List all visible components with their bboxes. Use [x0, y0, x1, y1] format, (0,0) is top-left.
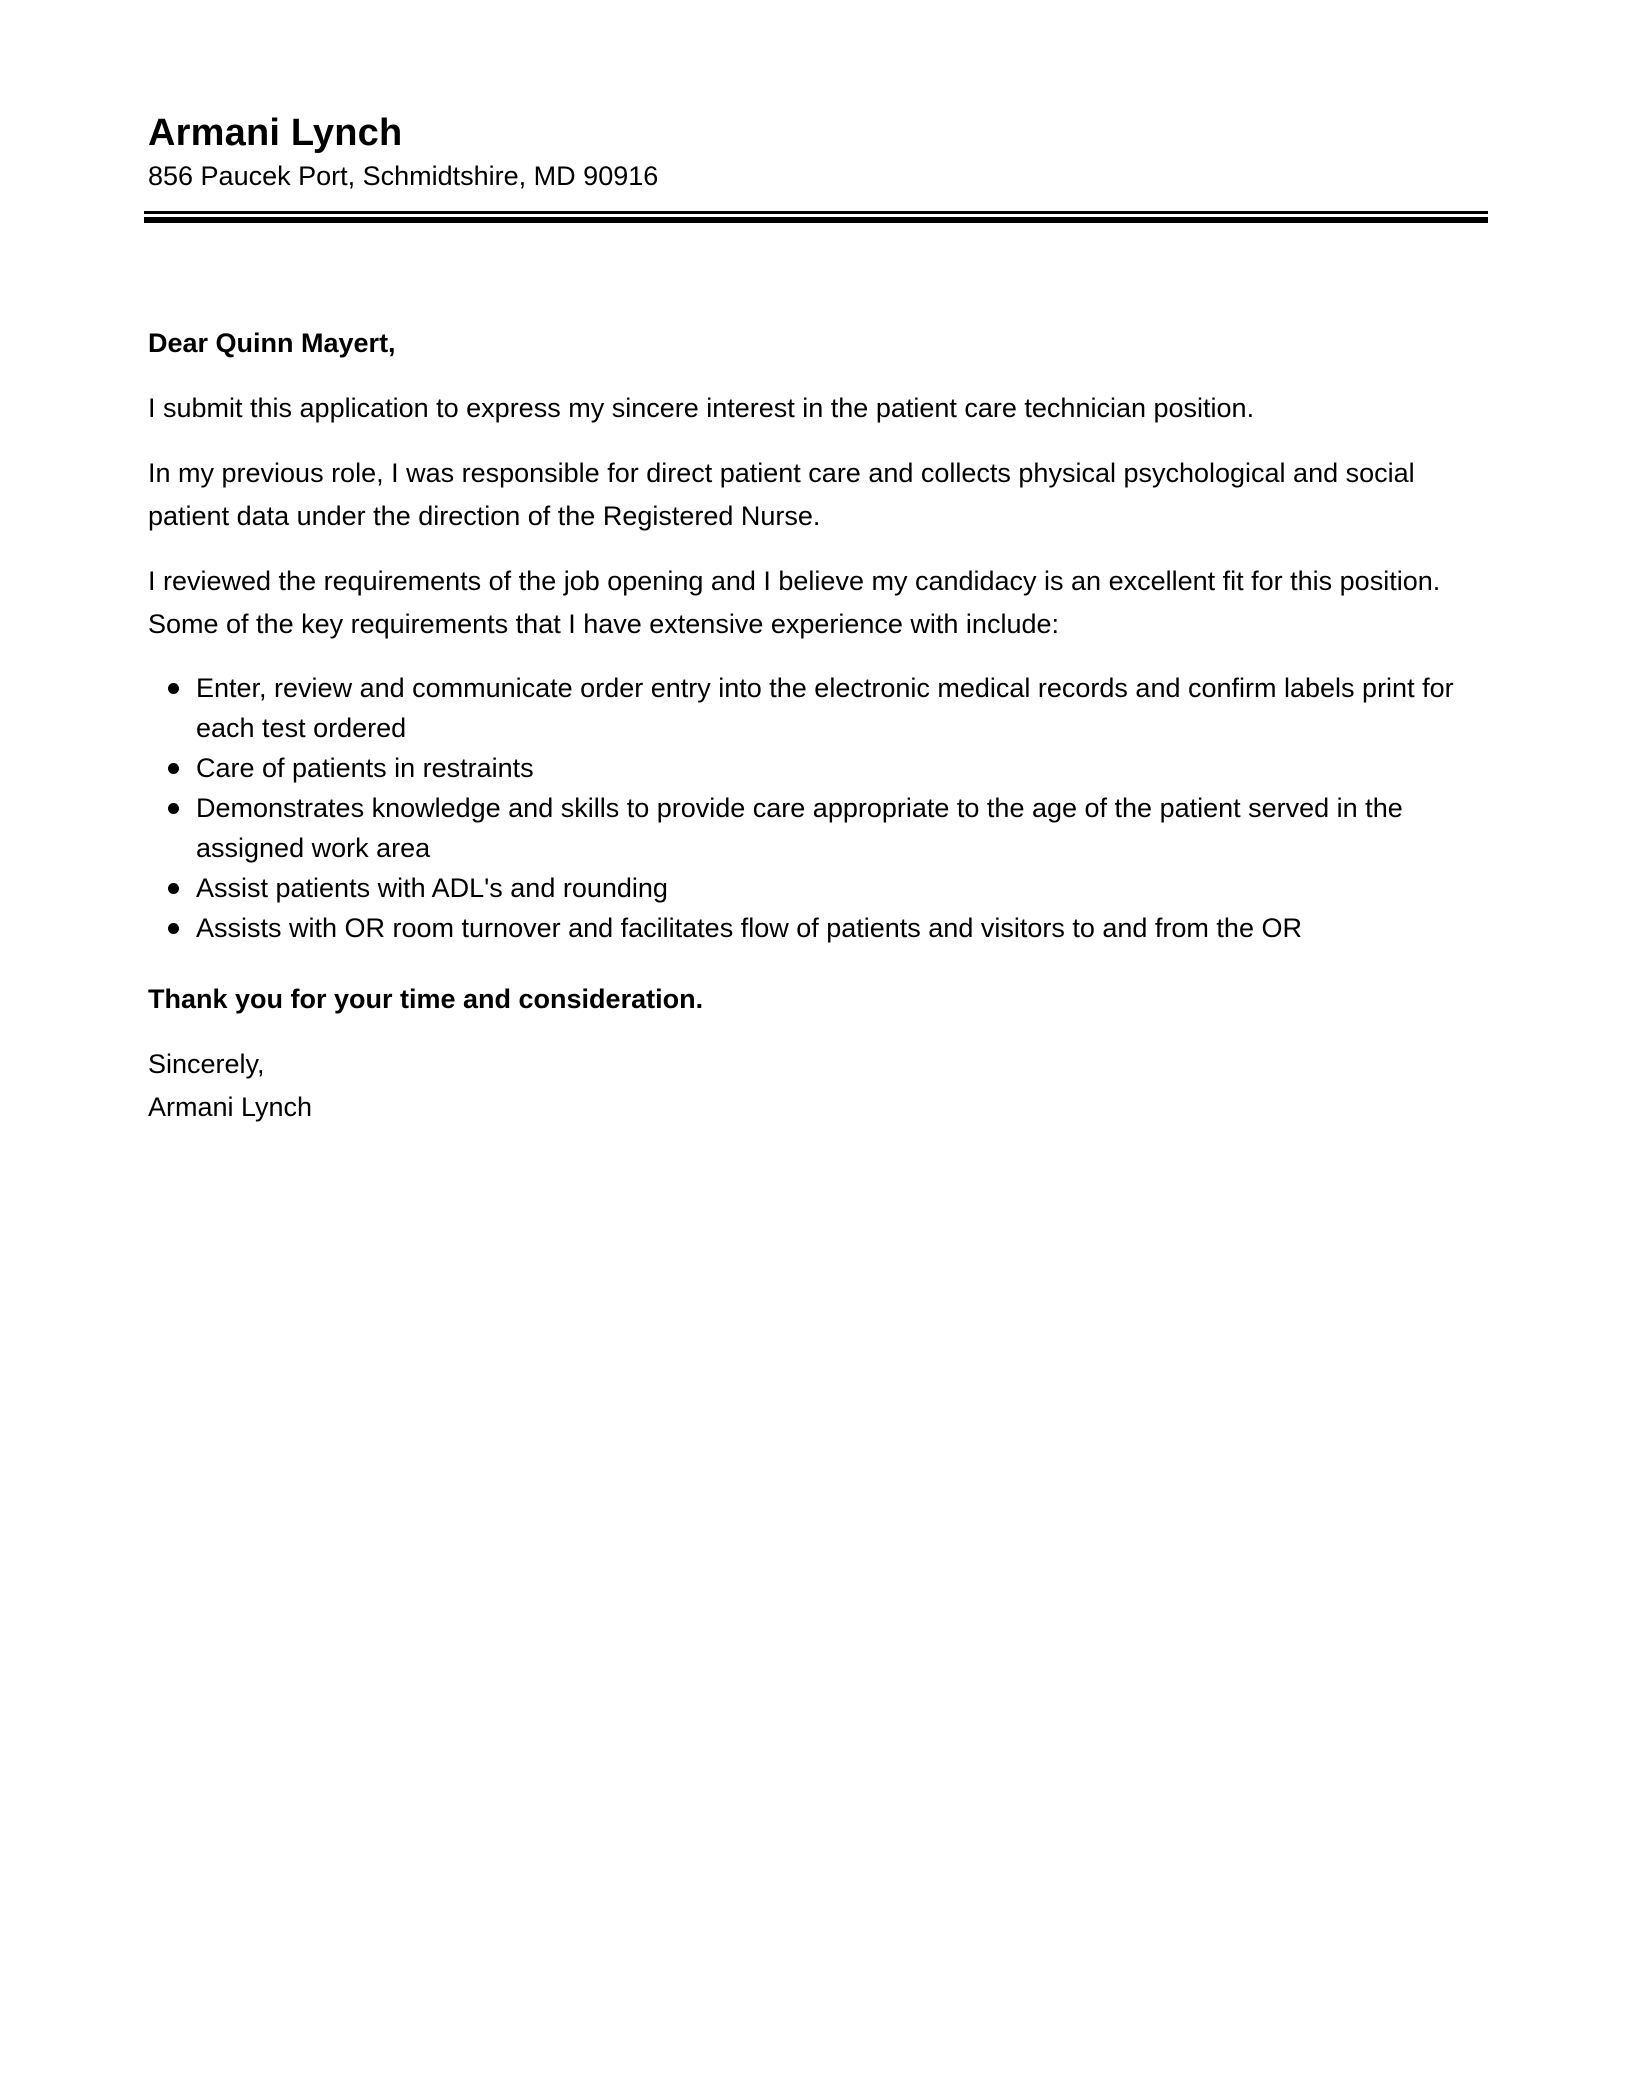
list-item	[196, 788, 1484, 868]
list-item-text: Care of patients in restraints	[196, 753, 534, 783]
signoff: Sincerely,	[148, 1049, 265, 1079]
list-item	[196, 668, 1484, 748]
salutation: Dear Quinn Mayert,	[148, 328, 396, 358]
paragraph-intro: I submit this application to express my sincere interest in the patient care technician position.	[148, 393, 1255, 423]
list-item-text: Enter, review and communicate order entry into the electronic medical records and confirm labels print for each test ordered	[196, 673, 1454, 743]
list-item-text: Assist patients with ADL's and rounding	[196, 873, 668, 903]
list-item-text: Assists with OR room turnover and facilitates flow of patients and visitors to and from the OR	[196, 913, 1302, 943]
header-divider	[144, 211, 1488, 223]
closing-line: Thank you for your time and consideration.	[148, 984, 704, 1014]
sender-address: 856 Paucek Port, Schmidtshire, MD 90916	[148, 161, 659, 191]
divider-thin-line	[144, 211, 1488, 214]
divider-thick-line	[144, 217, 1488, 223]
signature-name: Armani Lynch	[148, 1092, 313, 1122]
bullet-icon	[168, 683, 179, 694]
list-item	[196, 748, 1484, 788]
bullet-icon	[168, 883, 179, 894]
bullet-icon	[168, 763, 179, 774]
bullet-icon	[168, 923, 179, 934]
paragraph-requirements: I reviewed the requirements of the job opening and I believe my candidacy is an excellent fit for this position. Some of the key requirements that I have extensive experience with include:	[148, 566, 1441, 639]
paragraph-previous-role: In my previous role, I was responsible for direct patient care and collects physical psychological and social patient data under the direction of the Registered Nurse.	[148, 458, 1415, 531]
letter-body	[148, 322, 1484, 1129]
sender-name: Armani Lynch	[148, 112, 403, 154]
requirements-list	[148, 668, 1484, 948]
list-item	[196, 868, 1484, 908]
list-item	[196, 908, 1484, 948]
bullet-icon	[168, 803, 179, 814]
letter-header	[148, 108, 1484, 194]
list-item-text: Demonstrates knowledge and skills to provide care appropriate to the age of the patient served in the assigned work area	[196, 793, 1403, 863]
